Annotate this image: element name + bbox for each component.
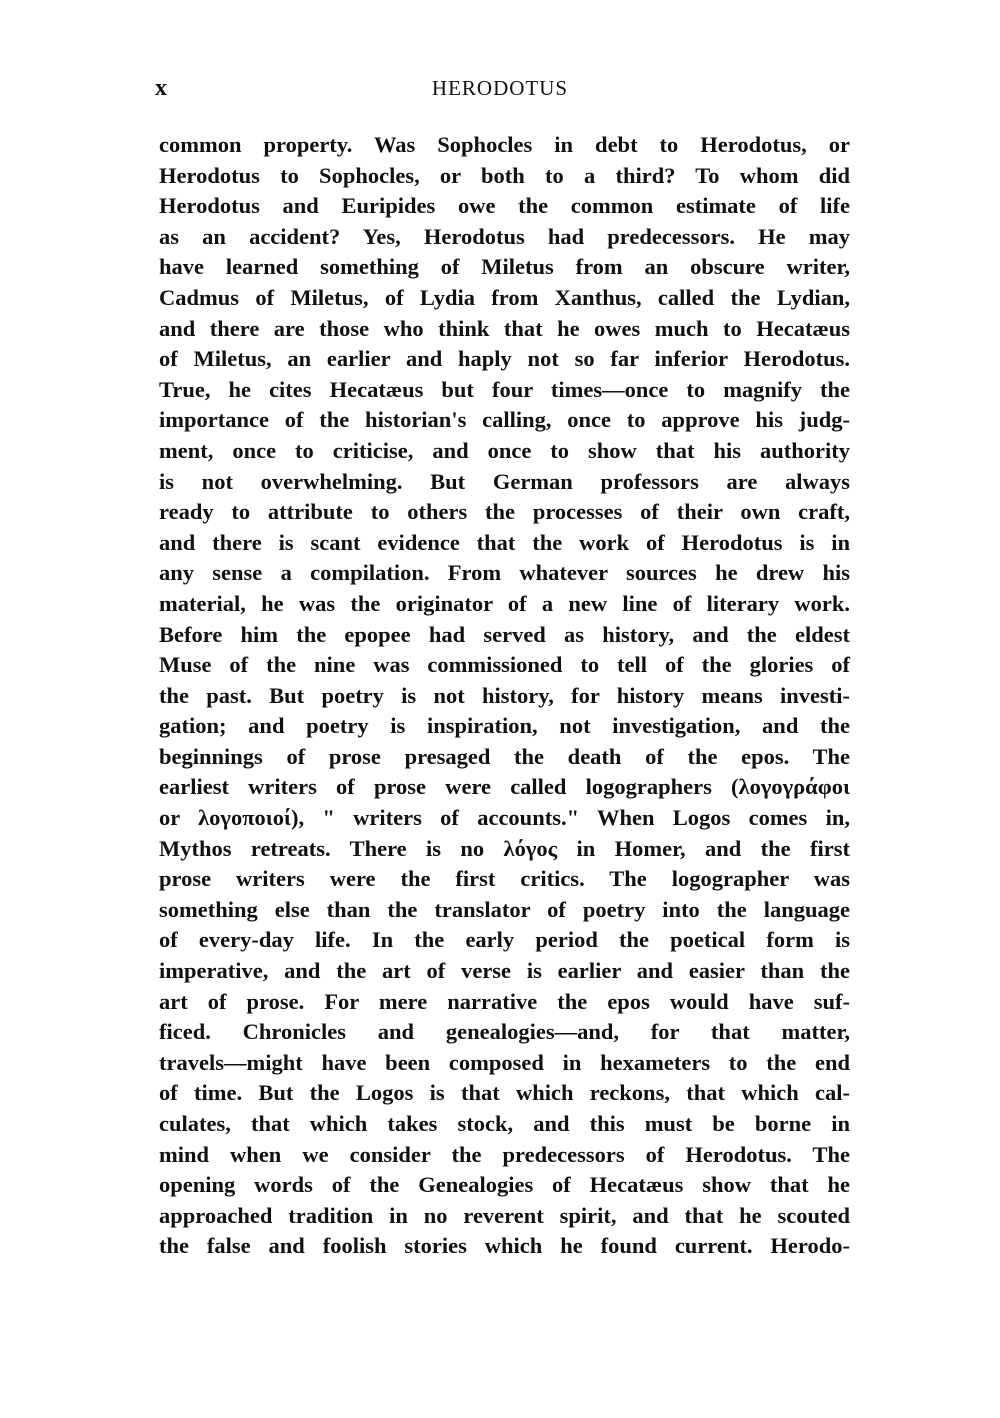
text-line: as an accident? Yes, Herodotus had predecessors. He may xyxy=(159,223,850,249)
text-line: Muse of the nine was commissioned to tell of the glories of xyxy=(159,652,850,678)
text-line: Herodotus to Sophocles, or both to a third? To whom did xyxy=(159,162,850,188)
text-line: the past. But poetry is not history, for history means investi- xyxy=(159,682,850,708)
text-line: have learned something of Miletus from an obscure writer, xyxy=(159,254,850,280)
text-line: travels—might have been composed in hexameters to the end xyxy=(159,1049,850,1075)
text-line: imperative, and the art of verse is earlier and easier than the xyxy=(159,958,850,984)
text-line: True, he cites Hecatæus but four times—once to magnify the xyxy=(159,376,850,402)
text-line: the false and foolish stories which he found current. Herodo- xyxy=(159,1233,850,1259)
text-line: opening words of the Genealogies of Hecatæus show that he xyxy=(159,1172,850,1198)
body-text xyxy=(159,130,850,1262)
text-line: Herodotus and Euripides owe the common estimate of life xyxy=(159,193,850,219)
text-line: ficed. Chronicles and genealogies—and, for that matter, xyxy=(159,1019,850,1045)
text-line: any sense a compilation. From whatever sources he drew his xyxy=(159,560,850,586)
text-line: beginnings of prose presaged the death of the epos. The xyxy=(159,743,850,769)
text-line: approached tradition in no reverent spirit, and that he scouted xyxy=(159,1202,850,1228)
page-number: x xyxy=(155,75,167,101)
text-line: something else than the translator of poetry into the language xyxy=(159,896,850,922)
text-line: importance of the historian's calling, once to approve his judg- xyxy=(159,407,850,433)
text-line: Cadmus of Miletus, of Lydia from Xanthus, called the Lydian, xyxy=(159,284,850,310)
text-line: earliest writers of prose were called logographers (λογογράφοι xyxy=(159,774,850,800)
text-line: Mythos retreats. There is no λόγος in Homer, and the first xyxy=(159,835,850,861)
text-line: mind when we consider the predecessors of Herodotus. The xyxy=(159,1141,850,1167)
text-line: culates, that which takes stock, and this must be borne in xyxy=(159,1111,850,1136)
text-line: material, he was the originator of a new line of literary work. xyxy=(159,590,850,616)
text-line: art of prose. For mere narrative the epos would have suf- xyxy=(159,988,850,1014)
text-line: Before him the epopee had served as history, and the eldest xyxy=(159,621,850,647)
text-line: prose writers were the first critics. The logographer was xyxy=(159,866,850,892)
text-line: of every-day life. In the early period the poetical form is xyxy=(159,927,850,953)
text-line: ment, once to criticise, and once to show that his authority xyxy=(159,437,850,463)
running-title: HERODOTUS xyxy=(431,76,569,100)
text-line: of Miletus, an earlier and haply not so far inferior Herodotus. xyxy=(159,346,850,372)
text-line: ready to attribute to others the processes of their own craft, xyxy=(159,499,850,525)
text-line: common property. Was Sophocles in debt to Herodotus, or xyxy=(159,132,850,157)
text-line: gation; and poetry is inspiration, not investigation, and the xyxy=(159,713,850,739)
text-line: or λογοποιοί), " writers of accounts." When Logos comes in, xyxy=(159,805,850,831)
text-line: is not overwhelming. But German professors are always xyxy=(159,468,850,494)
text-line: of time. But the Logos is that which reckons, that which cal- xyxy=(159,1080,850,1106)
text-line: and there is scant evidence that the work of Herodotus is in xyxy=(159,529,850,555)
text-line: and there are those who think that he owes much to Hecatæus xyxy=(159,315,850,341)
